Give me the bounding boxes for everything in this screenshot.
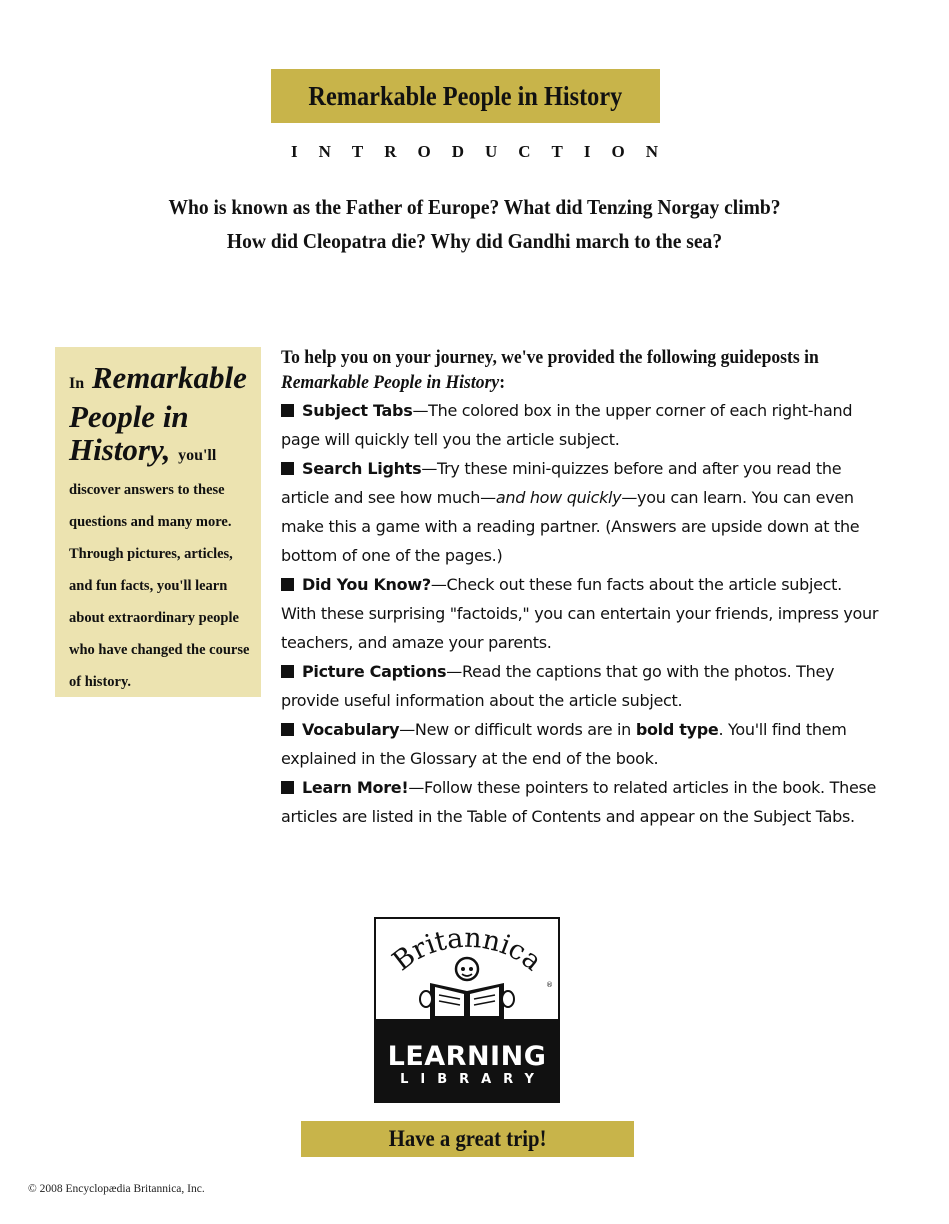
copyright-notice: © 2008 Encyclopædia Britannica, Inc. [28, 1183, 205, 1195]
sidebar-lead-suffix: you'll [178, 447, 217, 464]
guidepost-text: —New or difficult words are in [399, 720, 636, 739]
guidepost-item-picture-captions [281, 657, 881, 715]
guidepost-item-did-you-know [281, 570, 881, 657]
sidebar-lead-title: Remarkable People in History, [69, 360, 247, 467]
guideposts-colon: : [499, 373, 506, 393]
guidepost-text: —The colored box in the upper corner of each right-hand page will quickly tell you the article subject. [281, 401, 853, 449]
closing-text: Have a great trip! [388, 1126, 547, 1151]
guidepost-text: —Read the captions that go with the photos. They provide useful information about the article subject. [281, 662, 835, 710]
sidebar-callout [55, 347, 261, 697]
logo-banner [376, 1019, 558, 1103]
guidepost-term: Did You Know? [302, 575, 431, 594]
guideposts-book-title: Remarkable People in History [281, 373, 500, 393]
guidepost-text: —Try these mini-quizzes before and after you read the article and see how much— [281, 459, 842, 507]
child-reading-book-icon [376, 919, 558, 1019]
question-line-2: How did Cleopatra die? Why did Gandhi march to the sea? [226, 229, 723, 253]
guidepost-text: —Follow these pointers to related articles in the book. These articles are listed in the Table of Contents and appear on the Subject Tabs. [281, 778, 877, 826]
guideposts-intro-line-1: To help you on your journey, we've provided the following guideposts in [281, 348, 819, 368]
page-title: Remarkable People in History [308, 80, 623, 111]
guidepost-text-italic: and how quickly [495, 488, 622, 507]
guidepost-item-vocabulary [281, 715, 881, 773]
intro-questions [0, 190, 949, 258]
guidepost-term: Learn More! [302, 778, 409, 797]
closing-banner [301, 1121, 634, 1157]
guidepost-term: Picture Captions [302, 662, 447, 681]
logo-brand-text: Britannica [386, 922, 548, 978]
bullet-square-icon [281, 723, 294, 736]
guideposts-intro-line-2 [281, 371, 851, 396]
sidebar-body: discover answers to these questions and many more. Through pictures, articles, and fun facts, you'll learn about extraordinary people who have changed the course of history. [69, 482, 250, 690]
guidepost-text-bold: bold type [635, 720, 719, 739]
bullet-square-icon [281, 578, 294, 591]
britannica-logo [374, 917, 560, 1103]
guidepost-text: —Check out these fun facts about the article subject. With these surprising "factoids," you can entertain your friends, impress your teachers, and amaze your parents. [281, 575, 879, 652]
guideposts-intro [281, 346, 851, 396]
guidepost-item-learn-more [281, 773, 881, 831]
bullet-square-icon [281, 462, 294, 475]
bullet-square-icon [281, 665, 294, 678]
section-label: INTRODUCTION [290, 142, 680, 161]
guideposts-section [281, 346, 881, 831]
guidepost-term: Subject Tabs [302, 401, 413, 420]
question-line-1: Who is known as the Father of Europe? What did Tenzing Norgay climb? [168, 195, 781, 219]
logo-line-learning: LEARNING [387, 1041, 547, 1072]
bullet-square-icon [281, 404, 294, 417]
guidepost-item-search-lights [281, 454, 881, 570]
sidebar-lead [69, 361, 251, 472]
guidepost-text: —you can learn. You can even make this a game with a reading partner. (Answers are upside down at the bottom of one of the pages.) [281, 488, 860, 565]
guidepost-item-subject-tabs [281, 396, 881, 454]
guidepost-term: Vocabulary [302, 720, 400, 739]
logo-line-library: LIBRARY [400, 1072, 546, 1087]
guidepost-text: . You'll find them explained in the Glossary at the end of the book. [281, 720, 847, 768]
logo-registered-mark: ® [546, 981, 553, 989]
title-banner [271, 69, 660, 123]
sidebar-lead-in: In [69, 375, 85, 392]
guidepost-term: Search Lights [302, 459, 422, 478]
bullet-square-icon [281, 781, 294, 794]
